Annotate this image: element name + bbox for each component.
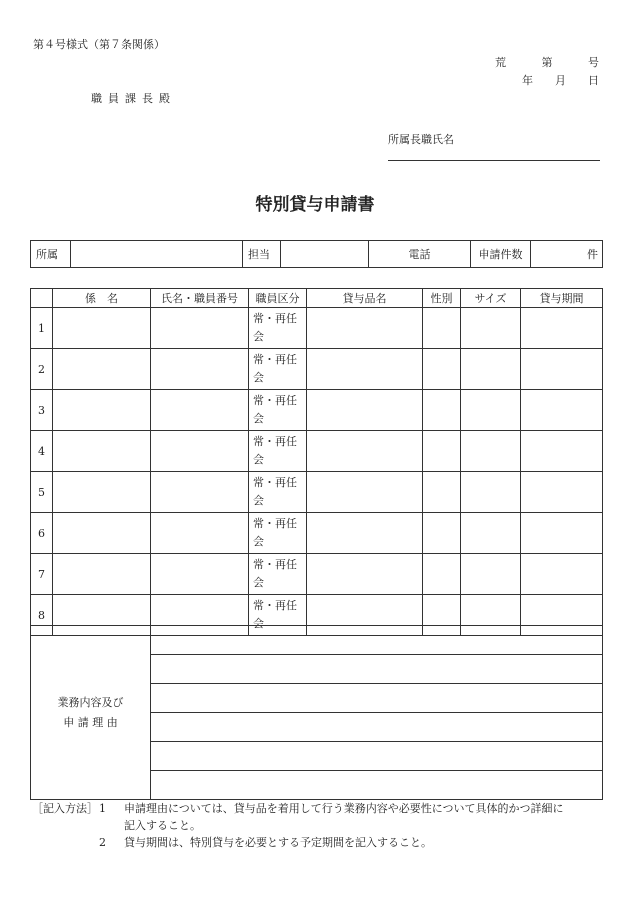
size-cell[interactable] xyxy=(461,554,521,595)
size-cell[interactable] xyxy=(461,349,521,390)
item-name-cell[interactable] xyxy=(307,472,423,513)
size-cell[interactable] xyxy=(461,431,521,472)
staff-type-cell[interactable]: 常・再任会 xyxy=(249,472,307,513)
row-number: 1 xyxy=(31,308,53,349)
instruction-text-continued: 記入すること。 xyxy=(124,819,201,832)
header-gender: 性別 xyxy=(423,289,461,308)
gender-cell[interactable] xyxy=(423,308,461,349)
header-item-name: 貸与品名 xyxy=(307,289,423,308)
name-staff-number-cell[interactable] xyxy=(151,472,249,513)
filling-instructions xyxy=(32,800,564,851)
name-staff-number-cell[interactable] xyxy=(151,390,249,431)
form-title: 特別貸与申請書 xyxy=(255,195,375,215)
header-name-staff-number: 氏名・職員番号 xyxy=(151,289,249,308)
row-number: 3 xyxy=(31,390,53,431)
section-cell[interactable] xyxy=(53,554,151,595)
gender-cell[interactable] xyxy=(423,390,461,431)
phone-label: 電話 xyxy=(369,241,471,268)
gender-cell[interactable] xyxy=(423,472,461,513)
gender-cell[interactable] xyxy=(423,513,461,554)
doc-number-dai: 第 xyxy=(541,56,553,69)
staff-type-cell[interactable]: 常・再任会 xyxy=(249,349,307,390)
table-row xyxy=(31,554,603,595)
item-name-cell[interactable] xyxy=(307,390,423,431)
head-name-label: 所属長職氏名 xyxy=(388,133,454,146)
reason-table xyxy=(30,625,603,800)
staff-type-cell[interactable]: 常・再任会 xyxy=(249,513,307,554)
size-cell[interactable] xyxy=(461,390,521,431)
loan-period-cell[interactable] xyxy=(521,390,603,431)
section-cell[interactable] xyxy=(53,431,151,472)
gender-cell[interactable] xyxy=(423,349,461,390)
header-staff-type: 職員区分 xyxy=(249,289,307,308)
row-number: 5 xyxy=(31,472,53,513)
form-number: 第４号様式（第７条関係） xyxy=(33,38,165,51)
row-number: 4 xyxy=(31,431,53,472)
instruction-text: 貸与期間は、特別貸与を必要とする予定期間を記入すること。 xyxy=(124,836,432,849)
item-name-cell[interactable] xyxy=(307,431,423,472)
item-name-cell[interactable] xyxy=(307,554,423,595)
header-loan-period: 貸与期間 xyxy=(521,289,603,308)
loan-period-cell[interactable] xyxy=(521,349,603,390)
loan-period-cell[interactable] xyxy=(521,554,603,595)
person-in-charge-label: 担当 xyxy=(243,241,281,268)
document-date xyxy=(522,72,599,88)
name-staff-number-cell[interactable] xyxy=(151,308,249,349)
doc-number-prefix: 荒 xyxy=(495,56,506,69)
item-name-cell[interactable] xyxy=(307,513,423,554)
header-section: 係 名 xyxy=(53,289,151,308)
loan-period-cell[interactable] xyxy=(521,431,603,472)
name-staff-number-cell[interactable] xyxy=(151,431,249,472)
staff-type-cell[interactable]: 常・再任会 xyxy=(249,554,307,595)
row-number: 8 xyxy=(31,595,53,636)
size-cell[interactable] xyxy=(461,308,521,349)
instruction-text: 申請理由については、貸与品を着用して行う業務内容や必要性について具体的かつ詳細に xyxy=(124,802,564,815)
table-row xyxy=(31,513,603,554)
name-staff-number-cell[interactable] xyxy=(151,513,249,554)
gender-cell[interactable] xyxy=(423,431,461,472)
affiliation-label: 所属 xyxy=(31,241,71,268)
row-number: 6 xyxy=(31,513,53,554)
table-row xyxy=(31,390,603,431)
head-name-signature-line[interactable] xyxy=(388,160,600,161)
reason-label-line2: 申 請 理 由 xyxy=(63,715,118,729)
name-staff-number-cell[interactable] xyxy=(151,554,249,595)
reason-line[interactable] xyxy=(151,771,603,800)
item-name-cell[interactable] xyxy=(307,308,423,349)
table-row xyxy=(31,349,603,390)
size-cell[interactable] xyxy=(461,472,521,513)
header-no xyxy=(31,289,53,308)
reason-label xyxy=(31,626,151,800)
instructions-heading: ［記入方法］ xyxy=(32,802,98,815)
reason-label-line1: 業務内容及び xyxy=(57,695,124,709)
gender-cell[interactable] xyxy=(423,554,461,595)
reason-line[interactable] xyxy=(151,713,603,742)
person-in-charge-field[interactable] xyxy=(281,241,369,268)
loan-period-cell[interactable] xyxy=(521,513,603,554)
staff-type-cell[interactable]: 常・再任会 xyxy=(249,390,307,431)
item-name-cell[interactable] xyxy=(307,349,423,390)
reason-line[interactable] xyxy=(151,684,603,713)
size-cell[interactable] xyxy=(461,513,521,554)
staff-type-cell[interactable]: 常・再任会 xyxy=(249,595,307,636)
section-cell[interactable] xyxy=(53,308,151,349)
info-table xyxy=(30,240,603,268)
loan-period-cell[interactable] xyxy=(521,472,603,513)
section-cell[interactable] xyxy=(53,349,151,390)
section-cell[interactable] xyxy=(53,513,151,554)
date-day: 日 xyxy=(588,74,599,87)
section-cell[interactable] xyxy=(53,390,151,431)
table-header-row xyxy=(31,289,603,308)
row-number: 2 xyxy=(31,349,53,390)
staff-type-cell[interactable]: 常・再任会 xyxy=(249,308,307,349)
items-table xyxy=(30,288,603,636)
loan-period-cell[interactable] xyxy=(521,308,603,349)
header-size: サイズ xyxy=(461,289,521,308)
section-cell[interactable] xyxy=(53,472,151,513)
request-count-field[interactable]: 件 xyxy=(531,241,603,268)
date-year: 年 xyxy=(522,74,533,87)
document-number xyxy=(495,54,599,70)
name-staff-number-cell[interactable] xyxy=(151,349,249,390)
table-row xyxy=(31,308,603,349)
staff-type-cell[interactable]: 常・再任会 xyxy=(249,431,307,472)
row-number: 7 xyxy=(31,554,53,595)
date-month: 月 xyxy=(555,74,566,87)
reason-line[interactable] xyxy=(151,655,603,684)
table-row xyxy=(31,431,603,472)
instruction-number: 2 xyxy=(99,836,106,849)
affiliation-field[interactable] xyxy=(71,241,243,268)
instruction-number: 1 xyxy=(99,802,106,815)
reason-line[interactable] xyxy=(151,626,603,655)
reason-line[interactable] xyxy=(151,742,603,771)
table-row xyxy=(31,472,603,513)
addressee: 職員課長殿 xyxy=(91,92,176,105)
doc-number-go: 号 xyxy=(588,56,599,69)
request-count-label: 申請件数 xyxy=(471,241,531,268)
